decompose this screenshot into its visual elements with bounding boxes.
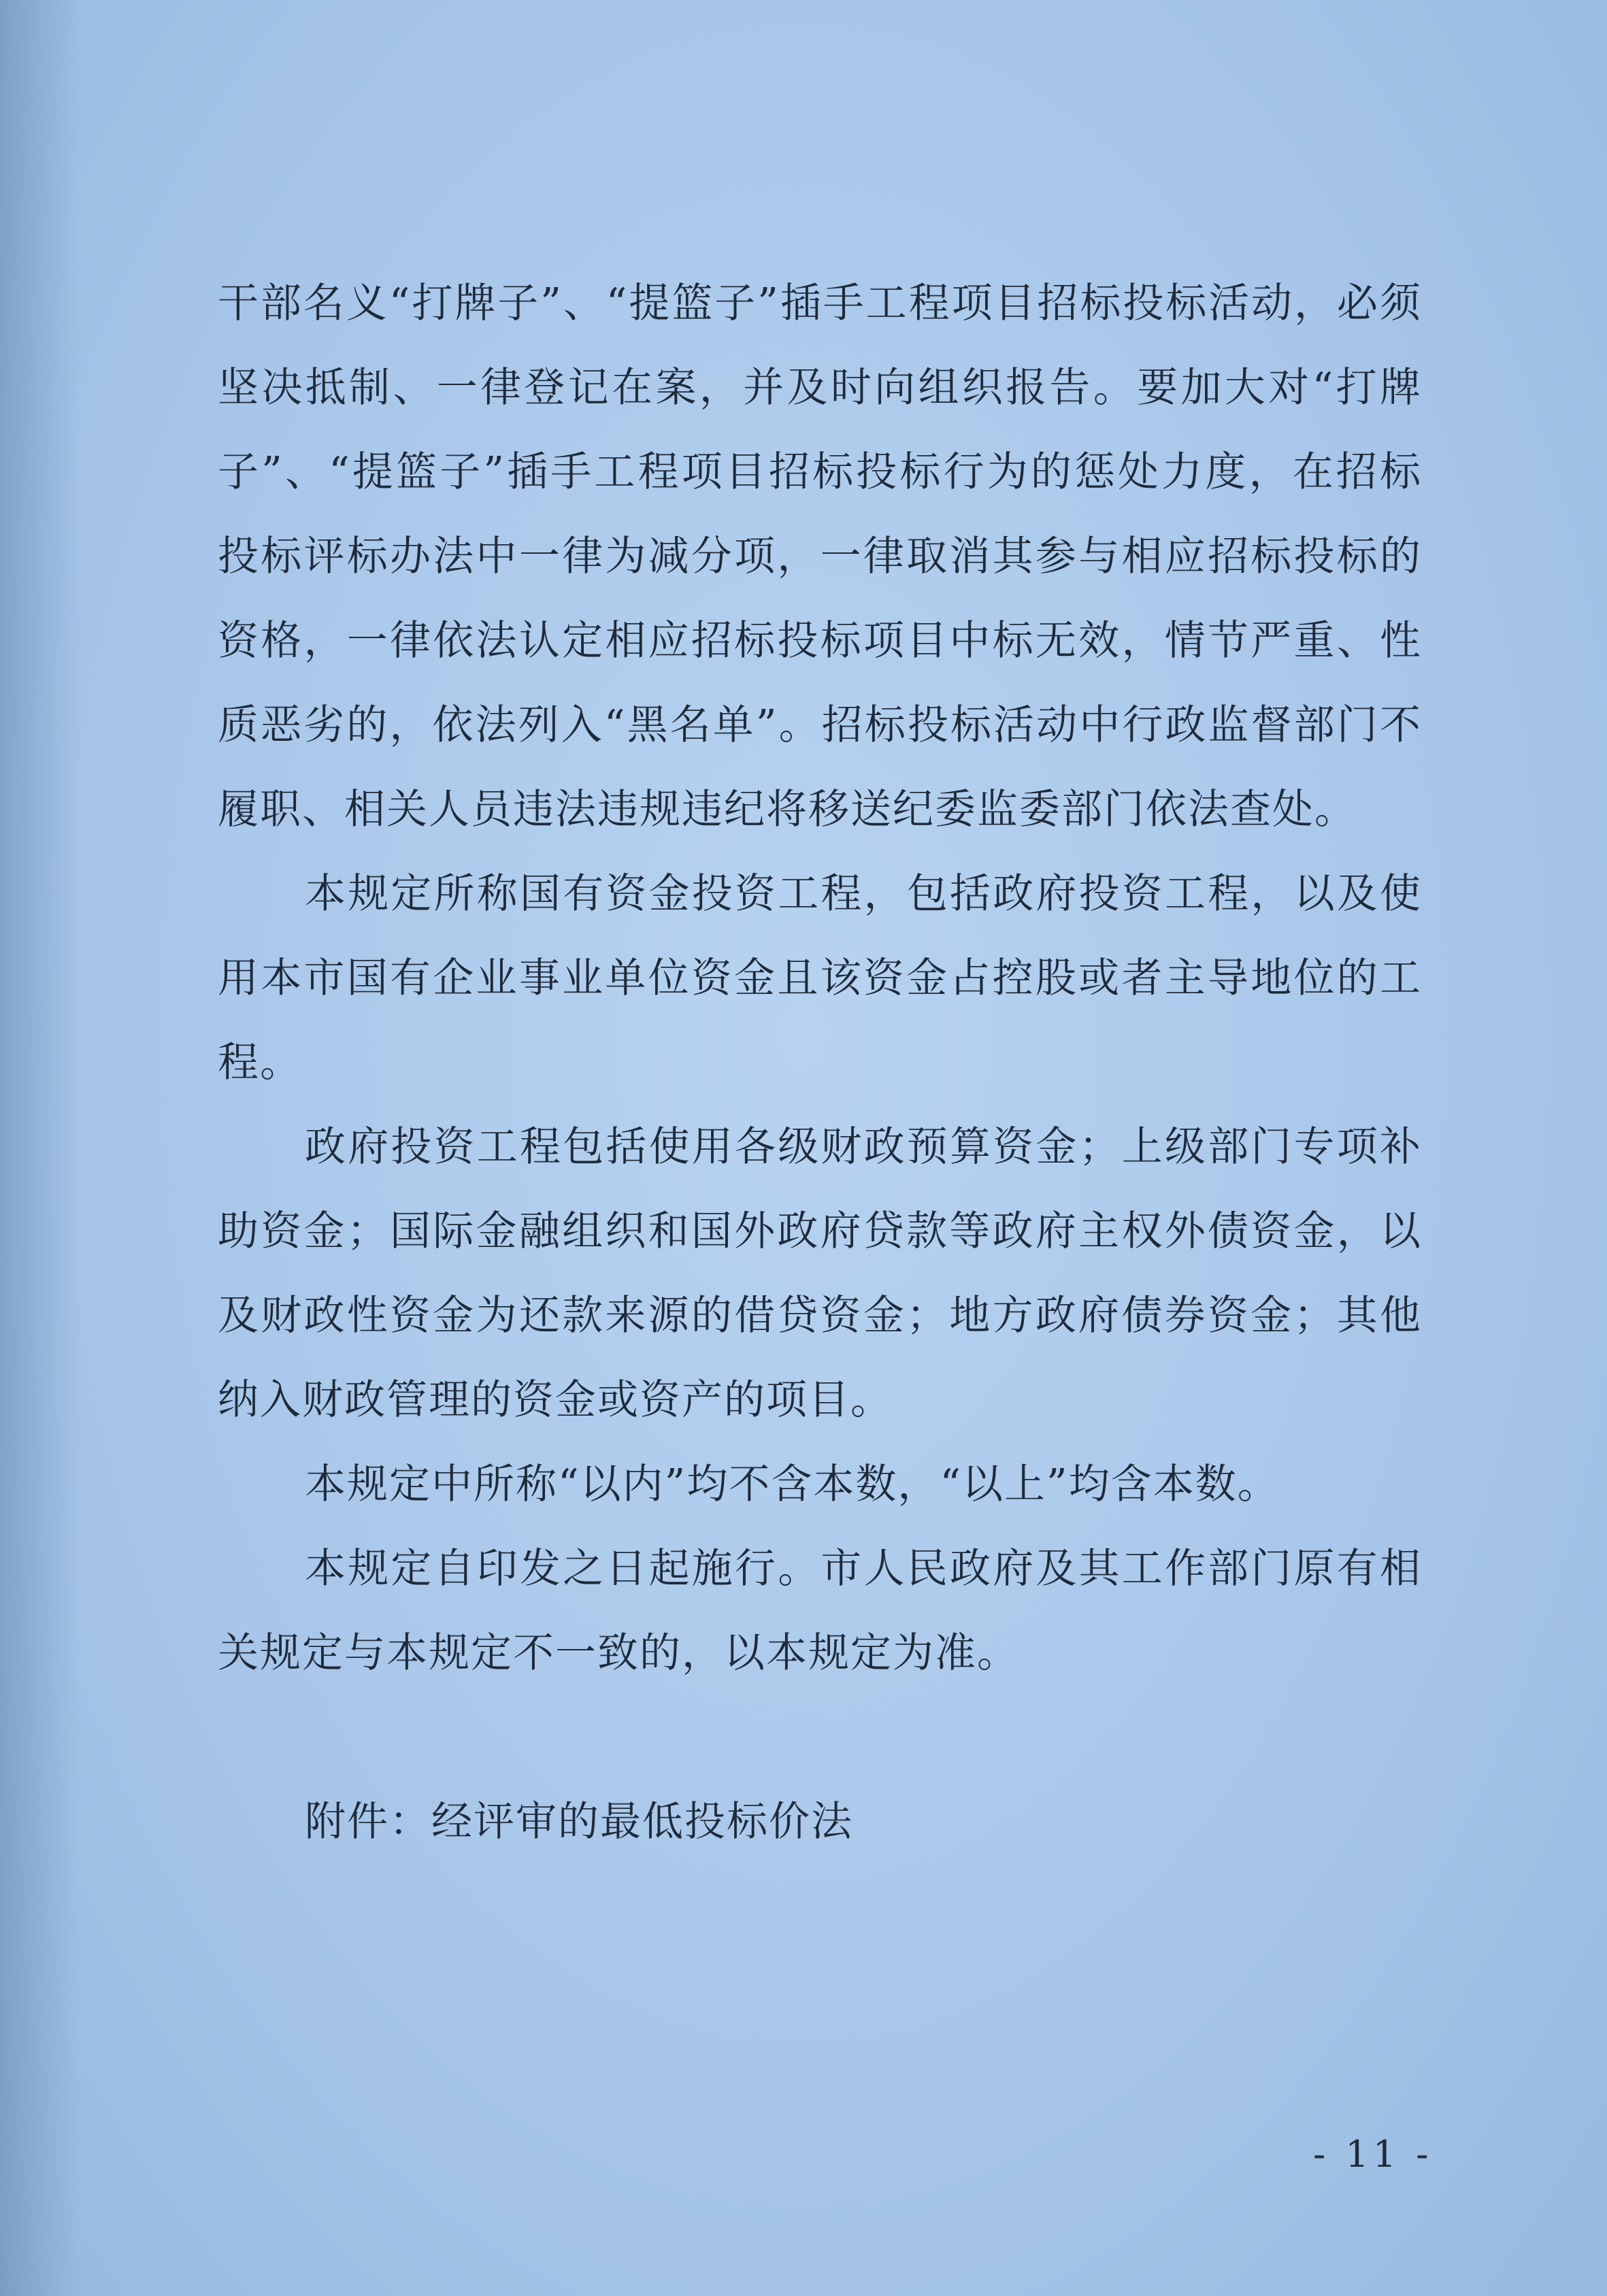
paragraph-2: 本规定所称国有资金投资工程，包括政府投资工程，以及使用本市国有企业事业单位资金且该资金占控股或者主导地位的工程。	[218, 870, 1422, 1086]
attachment-line: 附件：经评审的最低投标价法	[305, 1798, 853, 1846]
paragraph-5: 本规定自印发之日起施行。市人民政府及其工作部门原有相关规定与本规定不一致的，以本规定为准。	[218, 1545, 1422, 1677]
document-body	[218, 261, 1422, 1864]
page-number: - 11 -	[1313, 2133, 1433, 2176]
page-spine-shadow	[0, 0, 82, 2296]
paragraph-4: 本规定中所称“以内”均不含本数，“以上”均含本数。	[305, 1461, 1280, 1508]
paragraph-3: 政府投资工程包括使用各级财政预算资金；上级部门专项补助资金；国际金融组织和国外政府贷款等政府主权外债资金，以及财政性资金为还款来源的借贷资金；地方政府债券资金；其他纳入财政管理的资金或资产的项目。	[218, 1123, 1422, 1424]
paragraph-1: 干部名义“打牌子”、“提篮子”插手工程项目招标投标活动，必须坚决抵制、一律登记在案，并及时向组织报告。要加大对“打牌子”、“提篮子”插手工程项目招标投标行为的惩处力度，在招标投标评标办法中一律为减分项，一律取消其参与相应招标投标的资格，一律依法认定相应招标投标项目中标无效，情节严重、性质恶劣的，依法列入“黑名单”。招标投标活动中行政监督部门不履职、相关人员违法违规违纪将移送纪委监委部门依法查处。	[218, 280, 1422, 833]
